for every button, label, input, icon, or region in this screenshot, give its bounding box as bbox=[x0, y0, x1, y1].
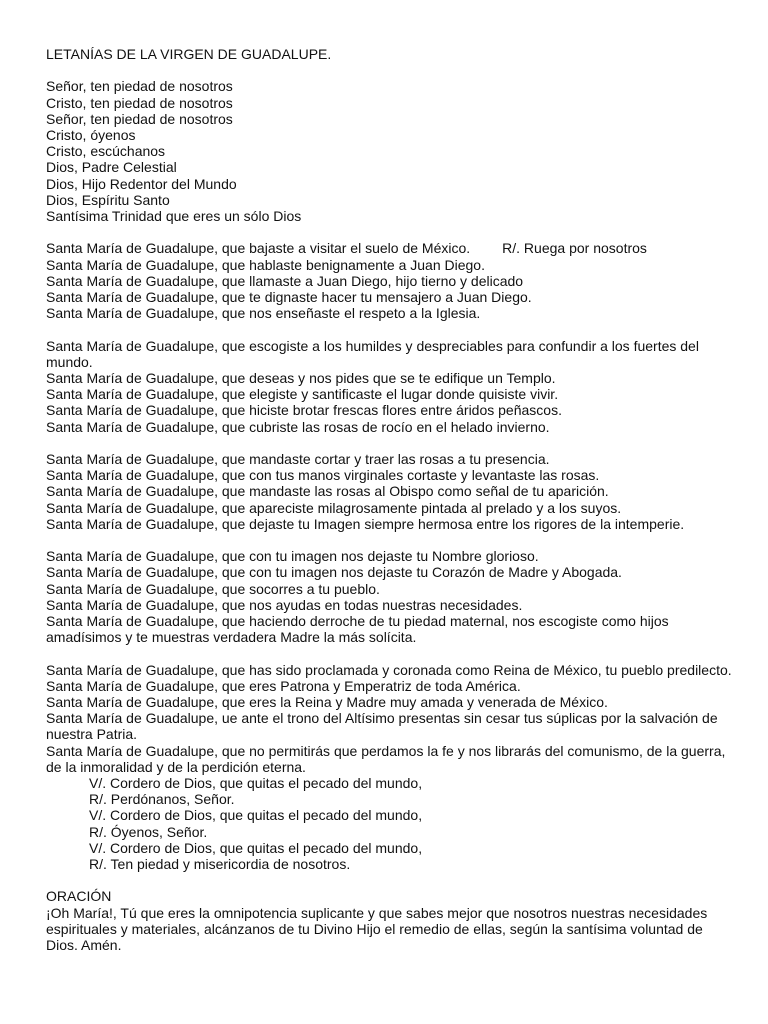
litany-line: Santa María de Guadalupe, que apareciste milagrosamente pintada al prelado y a los suyos. bbox=[46, 499, 622, 516]
invocation-line: Cristo, ten piedad de nosotros bbox=[46, 94, 233, 111]
invocation-line: Dios, Hijo Redentor del Mundo bbox=[46, 175, 237, 192]
litany-line: Santa María de Guadalupe, que hablaste benignamente a Juan Diego. bbox=[46, 256, 485, 273]
paragraph-gap bbox=[46, 224, 726, 240]
response-label: R/. Ruega por nosotros bbox=[502, 240, 647, 257]
paragraph-gap bbox=[46, 321, 726, 337]
litany-line: Santa María de Guadalupe, que eres Patrona y Emperatriz de toda América. bbox=[46, 677, 521, 694]
litany-line: Santa María de Guadalupe, que con tu imagen nos dejaste tu Nombre glorioso. bbox=[46, 548, 539, 565]
paragraph-gap bbox=[46, 645, 726, 661]
paragraph-gap bbox=[46, 435, 726, 451]
paragraph-gap bbox=[46, 532, 726, 548]
agnus-line: V/. Cordero de Dios, que quitas el pecado del mundo, bbox=[89, 839, 423, 856]
agnus-line: R/. Ten piedad y misericordia de nosotros. bbox=[89, 856, 351, 873]
document-title: LETANÍAS DE LA VIRGEN DE GUADALUPE. bbox=[46, 46, 332, 62]
document-page bbox=[46, 46, 732, 954]
litany-line: Santa María de Guadalupe, que con tus manos virginales cortaste y levantaste las rosas. bbox=[46, 467, 600, 484]
invocation-line: Cristo, escúchanos bbox=[46, 143, 166, 160]
litany-text: Santa María de Guadalupe, que bajaste a visitar el suelo de México. bbox=[46, 240, 471, 257]
invocation-line: Cristo, óyenos bbox=[46, 127, 136, 143]
agnus-line: R/. Perdónanos, Señor. bbox=[89, 791, 235, 808]
litany-line: Santa María de Guadalupe, que escogiste a los humildes y despreciables para confundir a los fuertes del mundo. bbox=[46, 337, 699, 370]
litany-line: Santa María de Guadalupe, que mandaste cortar y traer las rosas a tu presencia. bbox=[46, 451, 550, 468]
invocation-line: Señor, ten piedad de nosotros bbox=[46, 78, 233, 95]
prayer-text: ¡Oh María!, Tú que eres la omnipotencia suplicante y que sabes mejor que nosotros nuestras necesidades espirituales y materiales, alcánzanos de tu Divino Hijo el remedio de ellas, según la santísima voluntad de Dios. Amén. bbox=[46, 904, 708, 954]
litany-line: Santa María de Guadalupe, que has sido proclamada y coronada como Reina de México, tu pueblo predilecto. bbox=[46, 661, 732, 678]
agnus-line: V/. Cordero de Dios, que quitas el pecado del mundo, bbox=[89, 807, 423, 824]
litany-line: Santa María de Guadalupe, que nos ayudas en todas nuestras necesidades. bbox=[46, 596, 523, 613]
litany-line: Santa María de Guadalupe, que dejaste tu Imagen siempre hermosa entre los rigores de la intemperie. bbox=[46, 515, 685, 532]
prayer-heading: ORACIÓN bbox=[46, 888, 112, 905]
litany-line: Santa María de Guadalupe, que nos enseñaste el respeto a la Iglesia. bbox=[46, 305, 481, 322]
litany-line: Santa María de Guadalupe, que mandaste las rosas al Obispo como señal de tu aparición. bbox=[46, 483, 609, 500]
litany-line: Santa María de Guadalupe, que cubriste las rosas de rocío en el helado invierno. bbox=[46, 418, 550, 435]
litany-line: Santa María de Guadalupe, que hiciste brotar frescas flores entre áridos peñascos. bbox=[46, 402, 562, 419]
invocation-line: Dios, Padre Celestial bbox=[46, 159, 177, 176]
litany-line: Santa María de Guadalupe, que no permitirás que perdamos la fe y nos librarás del comunismo, de la guerra, de la inmoralidad y de la perdición eterna. bbox=[46, 742, 726, 775]
invocation-line: Señor, ten piedad de nosotros bbox=[46, 110, 233, 127]
agnus-line: V/. Cordero de Dios, que quitas el pecado del mundo, bbox=[89, 775, 423, 792]
paragraph-gap bbox=[46, 872, 726, 888]
litany-line bbox=[46, 240, 726, 256]
litany-line: Santa María de Guadalupe, que elegiste y santificaste el lugar donde quisiste vivir. bbox=[46, 386, 559, 403]
litany-line: Santa María de Guadalupe, que deseas y nos pides que se te edifique un Templo. bbox=[46, 370, 556, 387]
litany-line: Santa María de Guadalupe, ue ante el trono del Altísimo presentas sin cesar tus súplicas por la salvación de nuestra Patria. bbox=[46, 710, 718, 743]
agnus-line: R/. Óyenos, Señor. bbox=[89, 823, 208, 840]
litany-line: Santa María de Guadalupe, que te dignaste hacer tu mensajero a Juan Diego. bbox=[46, 289, 532, 306]
litany-line: Santa María de Guadalupe, que con tu imagen nos dejaste tu Corazón de Madre y Abogada. bbox=[46, 564, 622, 581]
litany-line: Santa María de Guadalupe, que socorres a tu pueblo. bbox=[46, 580, 380, 597]
invocation-line: Santísima Trinidad que eres un sólo Dios bbox=[46, 208, 302, 225]
litany-line: Santa María de Guadalupe, que llamaste a Juan Diego, hijo tierno y delicado bbox=[46, 272, 524, 289]
litany-line: Santa María de Guadalupe, que haciendo derroche de tu piedad maternal, nos escogiste como hijos amadísimos y te muestras verdadera Madre la más solícita. bbox=[46, 613, 669, 646]
litany-line: Santa María de Guadalupe, que eres la Reina y Madre muy amada y venerada de México. bbox=[46, 694, 608, 711]
invocation-line: Dios, Espíritu Santo bbox=[46, 191, 170, 208]
